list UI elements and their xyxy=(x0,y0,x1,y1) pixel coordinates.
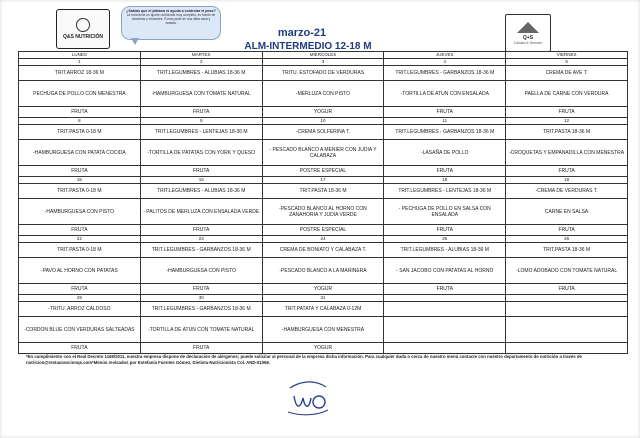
week-4-dessert-row xyxy=(19,284,628,295)
menu-table xyxy=(18,51,628,354)
day-number-cell: 25 xyxy=(384,236,506,243)
first-course-cell: TRIT.PATATA Y CALABAZA 0-12M xyxy=(262,302,384,317)
dessert-cell: FRUTA xyxy=(19,107,141,118)
weekday-header-row xyxy=(19,52,628,59)
week-4-day-number-row xyxy=(19,236,628,243)
day-number-cell: 29 xyxy=(19,295,141,302)
second-course-cell: - PECHUGA DE POLLO EN SALSA CON ENSALADA xyxy=(384,199,506,225)
first-course-cell: TRIT.PASTA 0-18 M xyxy=(19,184,141,199)
dessert-cell: FRUTA xyxy=(140,107,262,118)
first-course-cell: CREMA DE AVE T. xyxy=(506,66,628,81)
first-course-cell: TRIT.PASTA 18-36 M xyxy=(506,125,628,140)
dessert-cell: YOGUR xyxy=(262,107,384,118)
dessert-cell: FRUTA xyxy=(19,284,141,295)
dessert-cell: FRUTA xyxy=(506,225,628,236)
second-course-cell: -CROQUETAS Y EMPANADILLA CON MENESTRA xyxy=(506,140,628,166)
second-course-cell: - PESCADO BLANCO A MENIER CON JUDIA Y CALABAZA xyxy=(262,140,384,166)
second-course-cell: - SAN JACOBO CON PATATAS AL HORNO xyxy=(384,258,506,284)
second-course-cell: -TORTILLA DE ATUN CON ENSALADA xyxy=(384,81,506,107)
day-number-cell: 10 xyxy=(262,118,384,125)
week-5-first-course-row xyxy=(19,302,628,317)
dessert-cell: FRUTA xyxy=(506,284,628,295)
day-number-cell: 2 xyxy=(140,59,262,66)
dessert-cell: FRUTA xyxy=(19,225,141,236)
second-course-cell: -LOMO ADOBADO CON TOMATE NATURAL xyxy=(506,258,628,284)
weekday-header: LUNES xyxy=(19,52,141,59)
second-course-cell: -PESCADO BLANCO A LA MARINERA xyxy=(262,258,384,284)
day-number-cell xyxy=(384,295,506,302)
second-course-cell xyxy=(506,317,628,343)
week-1-day-number-row xyxy=(19,59,628,66)
first-course-cell: -CREMA SOLFERINA T. xyxy=(262,125,384,140)
week-1-second-course-row xyxy=(19,81,628,107)
dessert-cell xyxy=(384,343,506,354)
second-course-cell: CARNE EN SALSA xyxy=(506,199,628,225)
week-1-first-course-row xyxy=(19,66,628,81)
first-course-cell: TRIT.ARROZ 18-36 M xyxy=(19,66,141,81)
first-course-cell: TRIT.LEGUMBRES - LENTEJAS 18-36 M xyxy=(140,125,262,140)
day-number-cell: 17 xyxy=(262,177,384,184)
first-course-cell: TRIT.PASTA 18-36 M xyxy=(506,243,628,258)
day-number-cell: 5 xyxy=(506,59,628,66)
first-course-cell: CREMA DE BONIATO Y CALABAZA T. xyxy=(262,243,384,258)
day-number-cell: 31 xyxy=(262,295,384,302)
week-2-first-course-row xyxy=(19,125,628,140)
day-number-cell: 18 xyxy=(384,177,506,184)
dessert-cell: FRUTA xyxy=(140,343,262,354)
week-5-second-course-row xyxy=(19,317,628,343)
day-number-cell: 9 xyxy=(140,118,262,125)
day-number-cell: 22 xyxy=(19,236,141,243)
dessert-cell: FRUTA xyxy=(19,166,141,177)
week-4-second-course-row xyxy=(19,258,628,284)
tip-body: La fruta tiene un aporte nutricional muy completo, es fuente de vitaminas y minerales. Forma parte de una dieta sana y variada. xyxy=(126,13,216,26)
day-number-cell: 3 xyxy=(262,59,384,66)
week-3-second-course-row xyxy=(19,199,628,225)
dessert-cell: FRUTA xyxy=(506,166,628,177)
weekday-header: VIERNES xyxy=(506,52,628,59)
dessert-cell xyxy=(506,343,628,354)
bubble-tail xyxy=(131,38,139,45)
first-course-cell xyxy=(506,302,628,317)
second-course-cell: -PAVO AL HORNO CON PATATAS xyxy=(19,258,141,284)
second-course-cell: -PESCADO BLANCO AL HORNO CON ZANAHORIA Y JUDIA VERDE xyxy=(262,199,384,225)
day-number-cell: 24 xyxy=(262,236,384,243)
chef-logo-icon xyxy=(56,9,110,49)
second-course-cell xyxy=(384,317,506,343)
allergen-footnote: *En cumplimiento con el Real Decreto 1169/2011, nuestra empresa dispone de declaración de alérgenos; puede solicitar al personal de la empresa dicha información. Para cualquier duda o cerca de nuestro menú contacte con nuestro departamento de nutrición a través de nutricion@restaurancionqs.com*Menús revisados por Estefanía Fuentes Gómez, Dietista-Nutricionista Col. AND-01058. xyxy=(26,354,582,366)
dessert-cell: FRUTA xyxy=(384,107,506,118)
week-3-day-number-row xyxy=(19,177,628,184)
day-number-cell xyxy=(506,295,628,302)
company-logo-icon xyxy=(505,14,551,52)
dessert-cell: FRUTA xyxy=(384,166,506,177)
first-course-cell: TRIT.LEGUMBRES - GARBANZOS 18-36 M xyxy=(140,302,262,317)
dessert-cell: YOGUR xyxy=(262,343,384,354)
triangle-mark-icon xyxy=(517,22,539,33)
day-number-cell: 1 xyxy=(19,59,141,66)
first-course-cell: TRIT.LEGUMBRES - ALUBIAS 18-36 M xyxy=(140,66,262,81)
dessert-cell: FRUTA xyxy=(384,284,506,295)
day-number-cell: 15 xyxy=(19,177,141,184)
first-course-cell: TRIT.LEGUMBRES - GARBANZOS 18-36 M xyxy=(384,125,506,140)
second-course-cell: -MERLUZA CON PISTO xyxy=(262,81,384,107)
week-2-dessert-row xyxy=(19,166,628,177)
second-course-cell: PECHUGA DE POLLO CON MENESTRA xyxy=(19,81,141,107)
menu-title: ALM-INTERMEDIO 12-18 M xyxy=(244,41,372,52)
day-number-cell: 11 xyxy=(384,118,506,125)
week-2-day-number-row xyxy=(19,118,628,125)
dessert-cell: FRUTA xyxy=(140,284,262,295)
dessert-cell: YOGUR xyxy=(262,284,384,295)
day-number-cell: 26 xyxy=(506,236,628,243)
weekday-header: JUEVES xyxy=(384,52,506,59)
week-5-dessert-row xyxy=(19,343,628,354)
day-number-cell: 19 xyxy=(506,177,628,184)
second-course-cell: -HAMBURGUESA CON PISTO xyxy=(140,258,262,284)
second-course-cell: -HAMBURGUESA CON PATATA COCIDA xyxy=(19,140,141,166)
first-course-cell: TRITU. ESTOFADO DE VERDURAS xyxy=(262,66,384,81)
week-4-first-course-row xyxy=(19,243,628,258)
week-1-dessert-row xyxy=(19,107,628,118)
day-number-cell: 8 xyxy=(19,118,141,125)
day-number-cell: 30 xyxy=(140,295,262,302)
first-course-cell: TRIT.PASTA 0-18 M xyxy=(19,125,141,140)
first-course-cell: TRIT.LEGUMBRES - ALUBIAS 18-36 M xyxy=(140,184,262,199)
weekday-header: MARTES xyxy=(140,52,262,59)
first-course-cell: TRIT.LEGUMBRES - GARBANZOS 18-36 M xyxy=(384,66,506,81)
first-course-cell: TRIT.PASTA 18-36 M xyxy=(262,184,384,199)
weekday-header: MIERCOLES xyxy=(262,52,384,59)
first-course-cell: TRIT.LEGUMBRES - ALUBIAS 18-36 M xyxy=(384,243,506,258)
day-number-cell: 16 xyxy=(140,177,262,184)
first-course-cell xyxy=(384,302,506,317)
second-course-cell: -TORTILLA DE ATUN CON TOMATE NATURAL xyxy=(140,317,262,343)
dessert-cell: FRUTA xyxy=(384,225,506,236)
week-5-day-number-row xyxy=(19,295,628,302)
dessert-cell: POSTRE ESPECIAL xyxy=(262,225,384,236)
week-2-second-course-row xyxy=(19,140,628,166)
second-course-cell: -HAMBURGUESA CON TOMATE NATURAL xyxy=(140,81,262,107)
second-course-cell: -LASAÑA DE POLLO xyxy=(384,140,506,166)
tip-bubble xyxy=(121,6,221,40)
second-course-cell: -HAMBURGUESA CON PISTO xyxy=(19,199,141,225)
company-logo-text: Q+S xyxy=(522,34,534,41)
day-number-cell: 23 xyxy=(140,236,262,243)
dessert-cell: FRUTA xyxy=(506,107,628,118)
signature-stamp-icon xyxy=(282,378,334,418)
second-course-cell: PAELLA DE CARNE CON VERDURA xyxy=(506,81,628,107)
dessert-cell: FRUTA xyxy=(140,166,262,177)
day-number-cell: 12 xyxy=(506,118,628,125)
week-3-dessert-row xyxy=(19,225,628,236)
first-course-cell: TRIT.LEGUMBRES - LENTEJAS 18-36 M xyxy=(384,184,506,199)
tip-title: ¿Sabías que el plátano ni ayuda a controlar el peso? xyxy=(126,9,216,13)
first-course-cell: -CREMA DE VERDURAS T. xyxy=(506,184,628,199)
day-number-cell: 4 xyxy=(384,59,506,66)
menu-month: marzo-21 xyxy=(277,27,327,39)
dessert-cell: POSTRE ESPECIAL xyxy=(262,166,384,177)
second-course-cell: -TORTILLA DE PATATAS CON YORK Y QUESO xyxy=(140,140,262,166)
logo-left-text: Q&S NUTRICIÓN xyxy=(63,34,103,40)
week-3-first-course-row xyxy=(19,184,628,199)
dessert-cell: FRUTA xyxy=(19,343,141,354)
first-course-cell: -TRITU. ARROZ CALDOSO xyxy=(19,302,141,317)
chef-hat-icon xyxy=(76,18,90,32)
second-course-cell: -HAMBURGUESA CON MENESTRA xyxy=(262,317,384,343)
second-course-cell: - PALITOS DE MERLUZA CON ENSALADA VERDE xyxy=(140,199,262,225)
first-course-cell: TRIT.LEGUMBRES - GARBANZOS 18-36 M xyxy=(140,243,262,258)
dessert-cell: FRUTA xyxy=(140,225,262,236)
first-course-cell: TRIT.PASTA 0-18 M xyxy=(19,243,141,258)
company-logo-subtext: Calidad & Servicio xyxy=(513,40,543,45)
second-course-cell: -CORDON BLUE CON VERDURAS SALTEADAS xyxy=(19,317,141,343)
